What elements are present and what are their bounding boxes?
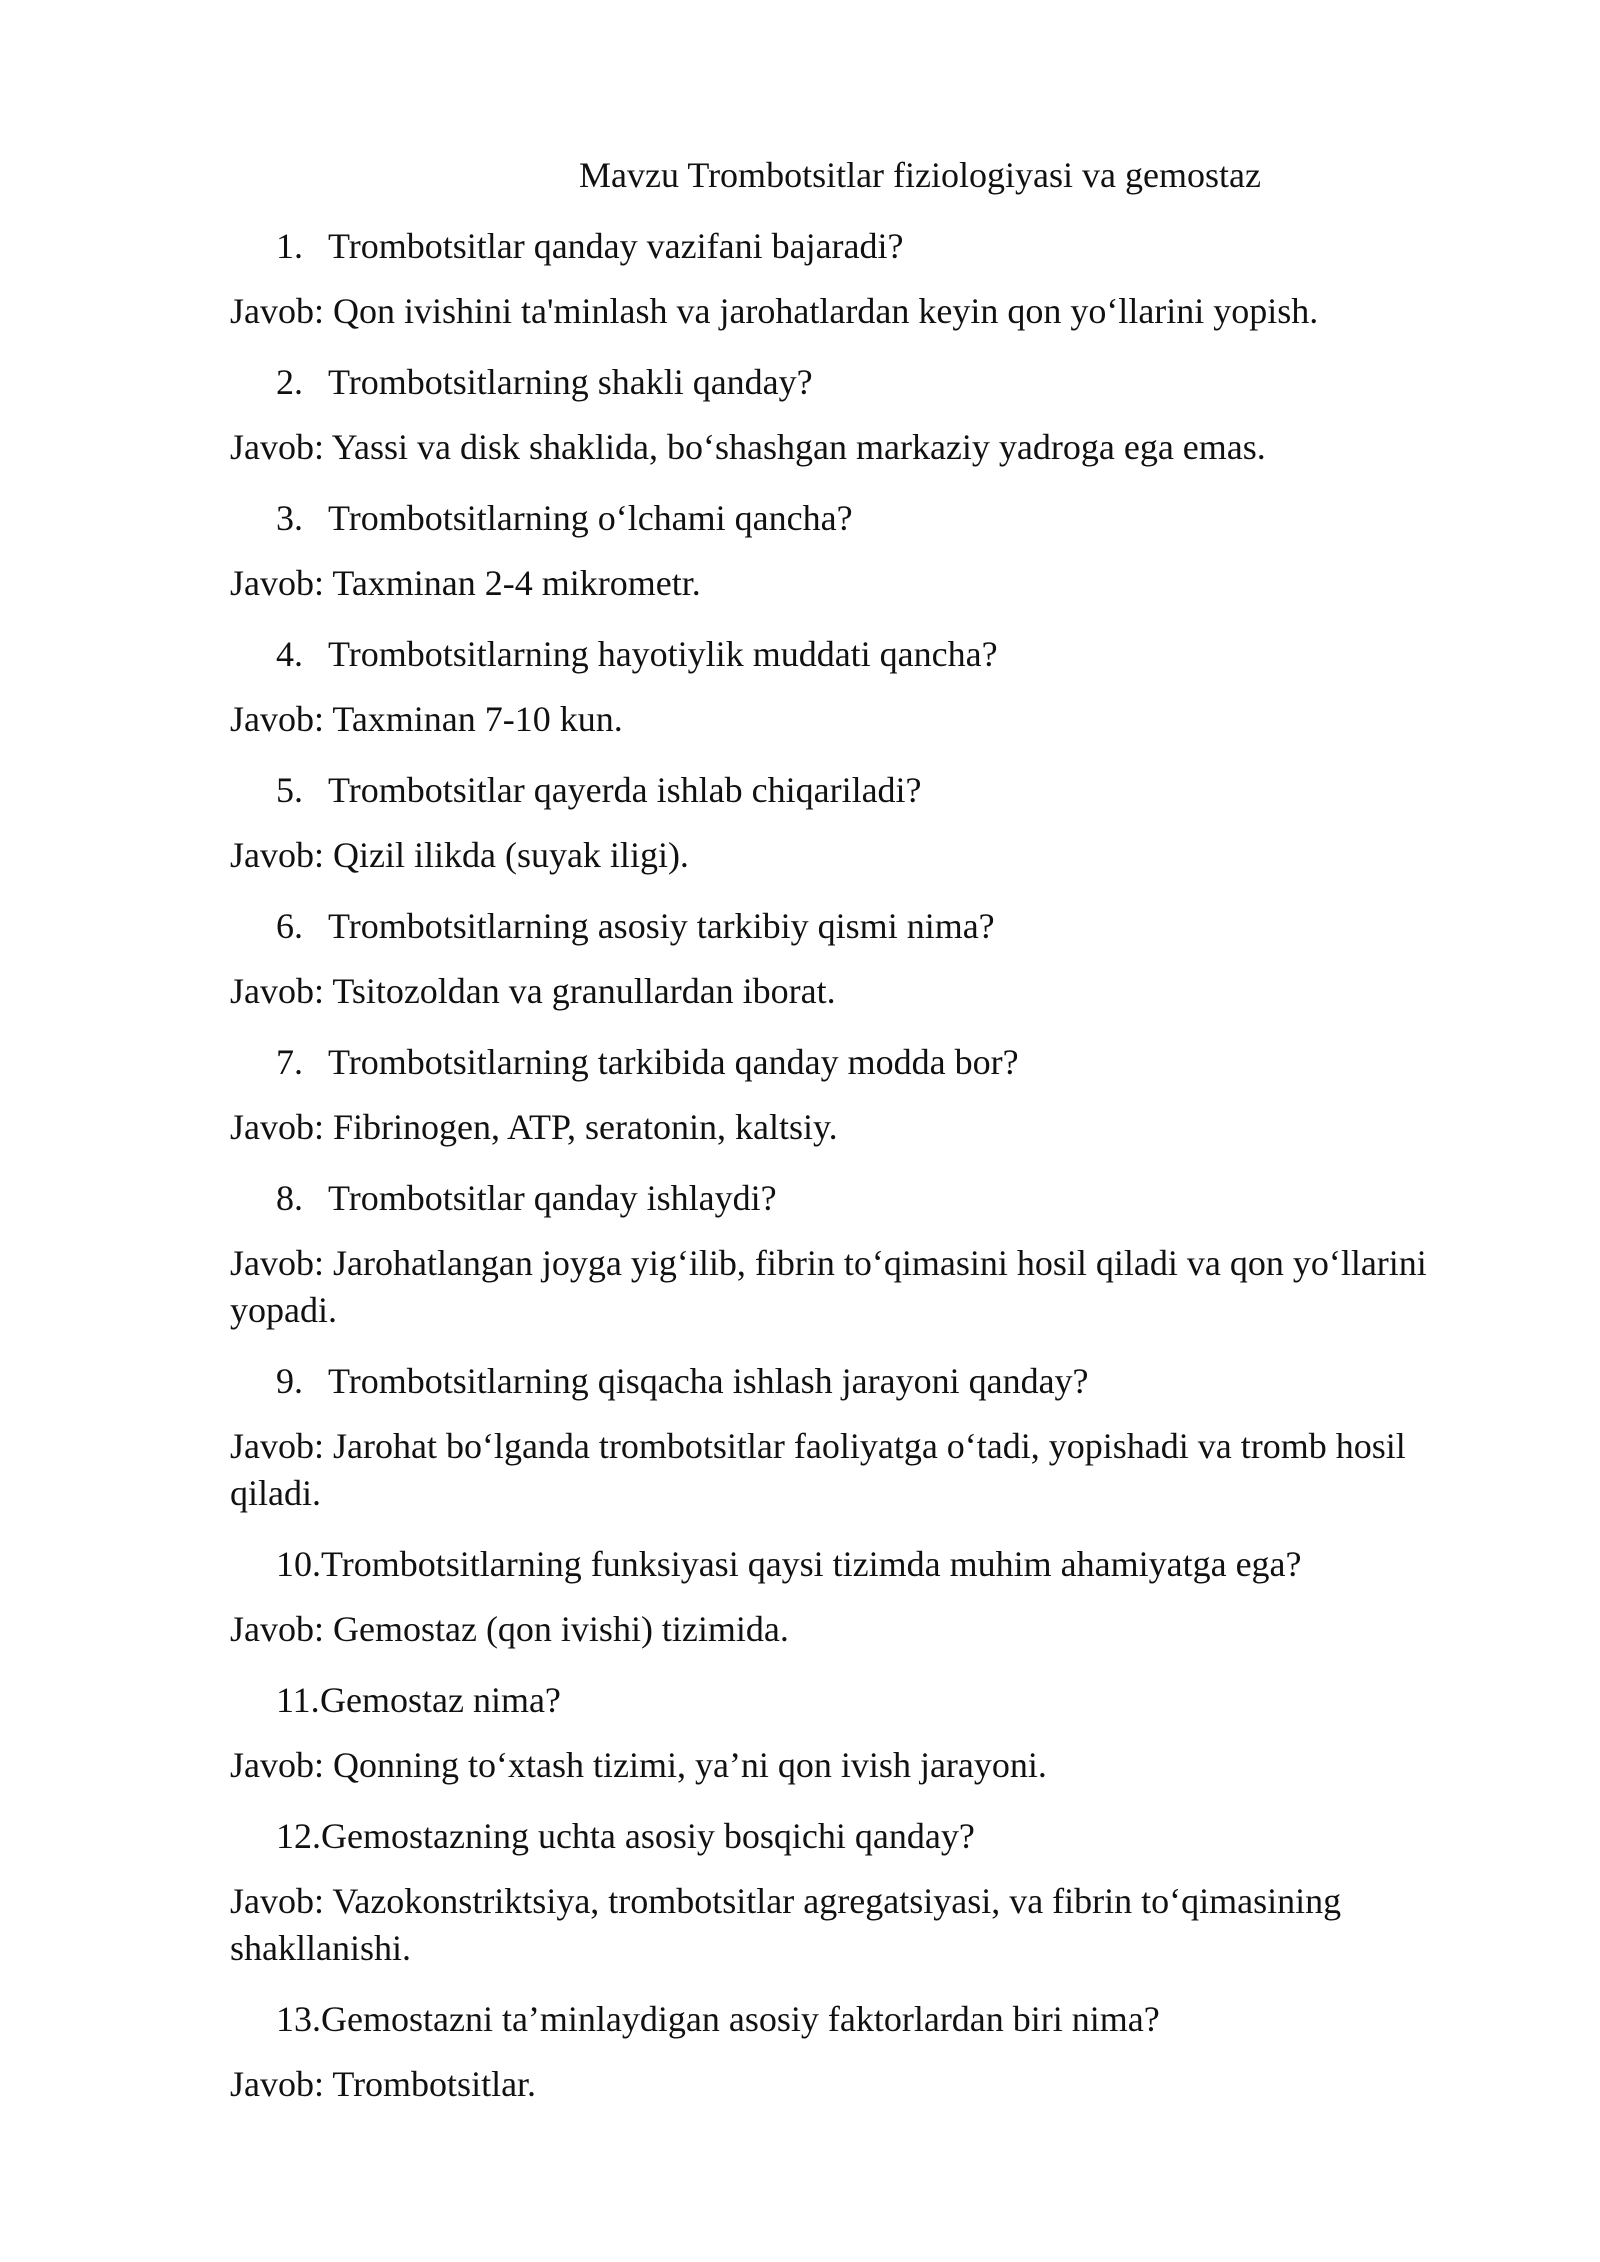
- question-text: Trombotsitlarning tarkibida qanday modda bor?: [328, 1042, 1019, 1082]
- question-number: 11.: [276, 1680, 320, 1720]
- question-text: Gemostaz nima?: [320, 1680, 561, 1720]
- question-item: [0, 1172, 1600, 1240]
- question-item: [0, 900, 1600, 968]
- question-number: 13.: [276, 1999, 321, 2039]
- answer-text: Javob: Jarohat bo‘lganda trombotsitlar faoliyatga o‘tadi, yopishadi va tromb hosil qiladi.: [230, 1426, 1406, 1513]
- question-text: Trombotsitlarning qisqacha ishlash jarayoni qanday?: [328, 1361, 1089, 1401]
- qa-list: [0, 220, 1600, 2129]
- answer-text: Javob: Trombotsitlar.: [230, 2064, 537, 2104]
- question-text: Trombotsitlarning shakli qanday?: [328, 362, 813, 402]
- question-number: 10.: [276, 1544, 321, 1584]
- answer-text: Javob: Yassi va disk shaklida, bo‘shashgan markaziy yadroga ega emas.: [230, 427, 1266, 467]
- question-text: Trombotsitlarning hayotiylik muddati qancha?: [328, 634, 998, 674]
- question-number: 6.: [276, 906, 303, 946]
- question-number: 12.: [276, 1816, 321, 1856]
- question-item: [0, 1810, 1600, 1878]
- question-number: 5.: [276, 770, 303, 810]
- answer-text: Javob: Gemostaz (qon ivishi) tizimida.: [230, 1609, 789, 1649]
- question-item: [0, 356, 1600, 424]
- question-text: Trombotsitlar qayerda ishlab chiqariladi?: [328, 770, 922, 810]
- question-text: Trombotsitlarning funksiyasi qaysi tizimda muhim ahamiyatga ega?: [321, 1544, 1302, 1584]
- question-item: [0, 1036, 1600, 1104]
- answer-text: Javob: Jarohatlangan joyga yig‘ilib, fibrin to‘qimasini hosil qiladi va qon yo‘llarini yopadi.: [230, 1243, 1427, 1330]
- question-number: 4.: [276, 634, 303, 674]
- question-text: Trombotsitlarning asosiy tarkibiy qismi nima?: [328, 906, 995, 946]
- answer-text: Javob: Fibrinogen, ATP, seratonin, kaltsiy.: [230, 1107, 838, 1147]
- question-number: 3.: [276, 498, 303, 538]
- question-text: Gemostazning uchta asosiy bosqichi qanday?: [321, 1816, 975, 1856]
- question-number: 9.: [276, 1361, 303, 1401]
- question-number: 7.: [276, 1042, 303, 1082]
- answer-text: Javob: Taxminan 7-10 kun.: [230, 699, 623, 739]
- question-item: [0, 1674, 1600, 1742]
- question-text: Trombotsitlar qanday vazifani bajaradi?: [328, 226, 904, 266]
- answer-text: Javob: Qon ivishini ta'minlash va jarohatlardan keyin qon yo‘llarini yopish.: [230, 291, 1319, 331]
- answer-text: Javob: Qizil ilikda (suyak iligi).: [230, 835, 689, 875]
- question-item: [0, 764, 1600, 832]
- question-number: 1.: [276, 226, 303, 266]
- question-item: [0, 220, 1600, 288]
- question-item: [0, 628, 1600, 696]
- question-item: [0, 1355, 1600, 1423]
- question-number: 2.: [276, 362, 303, 402]
- question-text: Gemostazni ta’minlaydigan asosiy faktorlardan biri nima?: [321, 1999, 1160, 2039]
- question-number: 8.: [276, 1178, 303, 1218]
- answer-text: Javob: Qonning to‘xtash tizimi, ya’ni qon ivish jarayoni.: [230, 1745, 1047, 1785]
- question-item: [0, 1993, 1600, 2061]
- answer-text: Javob: Taxminan 2-4 mikrometr.: [230, 563, 701, 603]
- question-text: Trombotsitlar qanday ishlaydi?: [328, 1178, 777, 1218]
- question-item: [0, 1538, 1600, 1606]
- question-item: [0, 492, 1600, 560]
- question-text: Trombotsitlarning o‘lchami qancha?: [328, 498, 853, 538]
- answer-text: Javob: Tsitozoldan va granullardan iborat.: [230, 971, 836, 1011]
- document-title: Mavzu Trombotsitlar fiziologiyasi va gemostaz: [579, 155, 1261, 195]
- answer-text: Javob: Vazokonstriktsiya, trombotsitlar agregatsiyasi, va fibrin to‘qimasining shakllanishi.: [230, 1881, 1342, 1968]
